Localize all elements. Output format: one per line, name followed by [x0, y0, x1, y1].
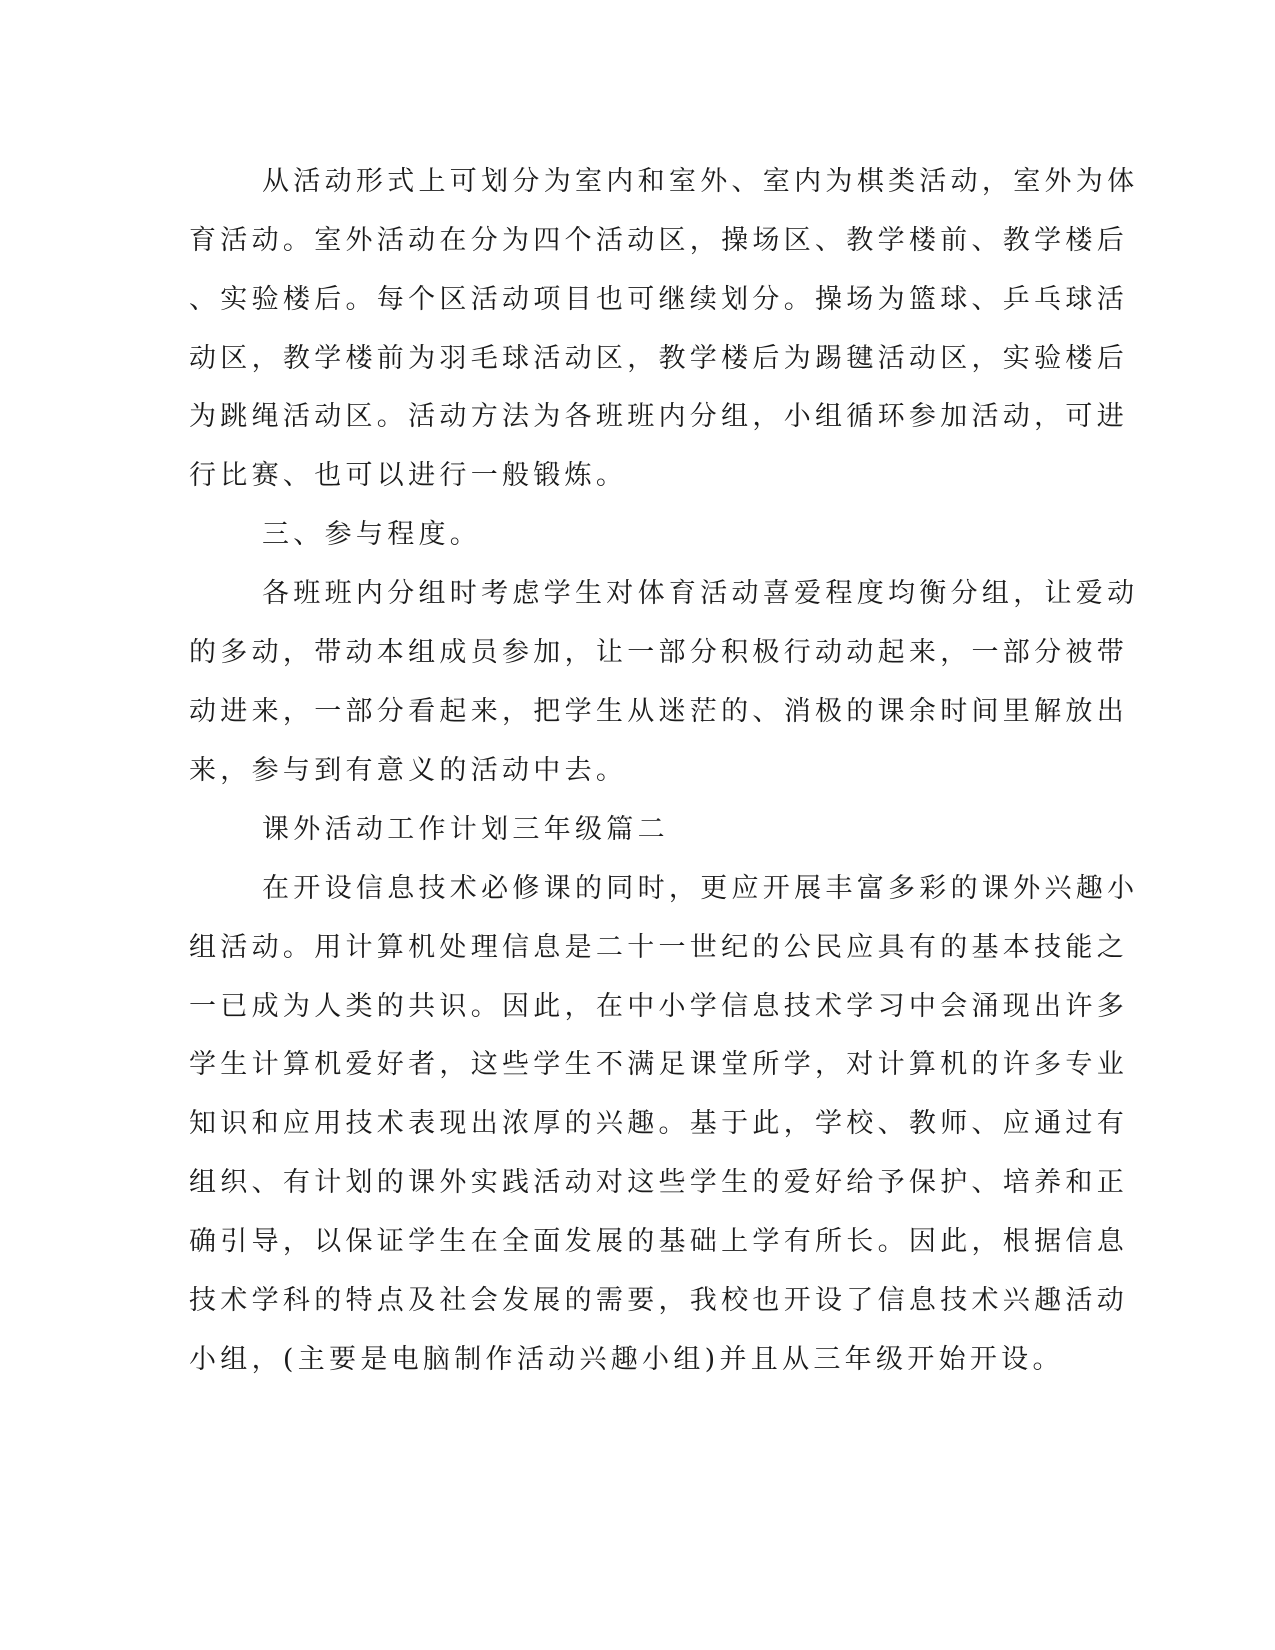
- text-line: 知识和应用技术表现出浓厚的兴趣。基于此，学校、教师、应通过有: [189, 1108, 1128, 1139]
- text-line: 组活动。用计算机处理信息是二十一世纪的公民应具有的基本技能之: [189, 932, 1128, 963]
- text-line: 动区，教学楼前为羽毛球活动区，教学楼后为踢毽活动区，实验楼后: [189, 343, 1128, 374]
- text-line: 技术学科的特点及社会发展的需要，我校也开设了信息技术兴趣活动: [189, 1285, 1128, 1316]
- text-line: 各班班内分组时考虑学生对体育活动喜爱程度均衡分组，让爱动: [262, 578, 1139, 609]
- text-line: 、实验楼后。每个区活动项目也可继续划分。操场为篮球、乒乓球活: [189, 284, 1128, 315]
- text-line: 育活动。室外活动在分为四个活动区，操场区、教学楼前、教学楼后: [189, 225, 1128, 256]
- text-line: 来，参与到有意义的活动中去。: [189, 755, 628, 786]
- text-line: 在开设信息技术必修课的同时，更应开展丰富多彩的课外兴趣小: [262, 873, 1139, 904]
- text-line: 行比赛、也可以进行一般锻炼。: [189, 460, 628, 491]
- text-line: 动进来，一部分看起来，把学生从迷茫的、消极的课余时间里解放出: [189, 696, 1128, 727]
- text-line: 一已成为人类的共识。因此，在中小学信息技术学习中会涌现出许多: [189, 991, 1128, 1022]
- text-line: 为跳绳活动区。活动方法为各班班内分组，小组循环参加活动，可进: [189, 401, 1128, 432]
- section-heading: 三、参与程度。: [262, 519, 482, 550]
- text-line: 组织、有计划的课外实践活动对这些学生的爱好给予保护、培养和正: [189, 1167, 1128, 1198]
- text-line: 从活动形式上可划分为室内和室外、室内为棋类活动，室外为体: [262, 166, 1139, 197]
- text-line: 确引导，以保证学生在全面发展的基础上学有所长。因此，根据信息: [189, 1226, 1128, 1257]
- text-line: 学生计算机爱好者，这些学生不满足课堂所学，对计算机的许多专业: [189, 1049, 1128, 1080]
- text-line: 的多动，带动本组成员参加，让一部分积极行动动起来，一部分被带: [189, 637, 1128, 668]
- text-line: 小组，(主要是电脑制作活动兴趣小组)并且从三年级开始开设。: [189, 1344, 1064, 1375]
- section-title: 课外活动工作计划三年级篇二: [262, 814, 669, 845]
